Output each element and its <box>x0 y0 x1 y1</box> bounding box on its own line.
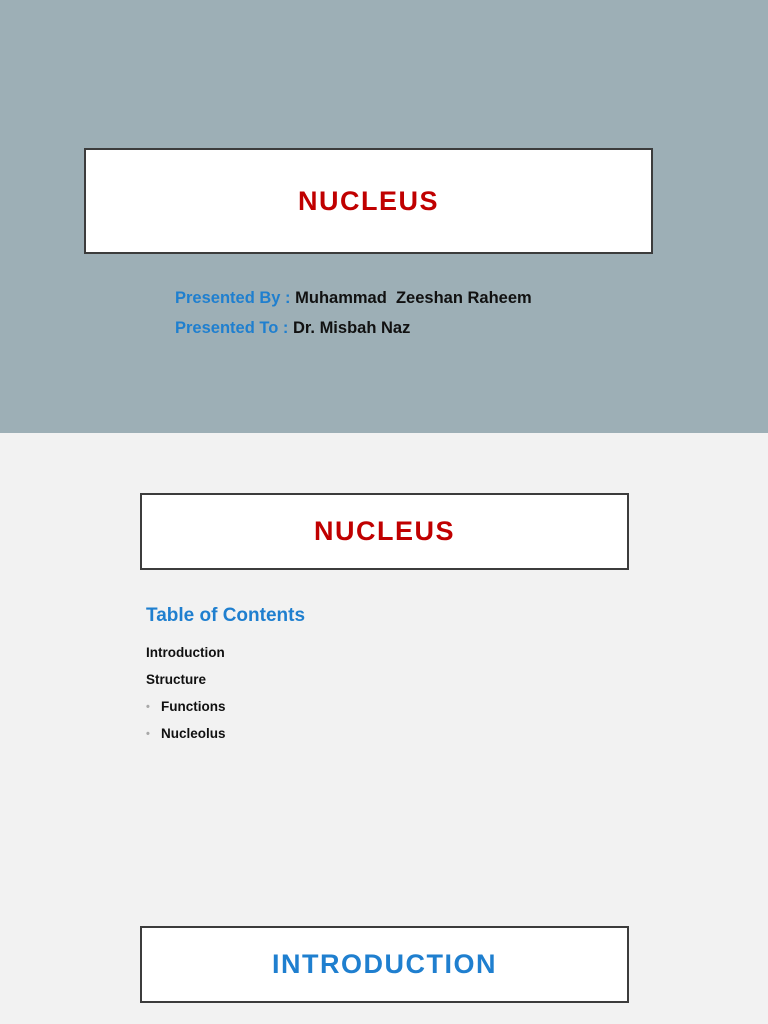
toc-item-label: Nucleolus <box>161 726 226 741</box>
bullet-icon: • <box>146 727 150 740</box>
toc-list <box>146 639 226 747</box>
presented-to-name: Dr. Misbah Naz <box>292 319 411 337</box>
toc-item-introduction <box>146 639 226 666</box>
presented-by-line <box>175 289 532 308</box>
toc-heading: Table of Contents <box>146 605 306 626</box>
toc-item-structure <box>146 666 226 693</box>
slide-1-title: NUCLEUS <box>297 185 439 216</box>
presented-to-line <box>175 319 410 338</box>
slide-1-title-box <box>84 148 653 254</box>
slide-2-title-box <box>140 493 629 570</box>
toc-item-nucleolus <box>146 720 226 747</box>
presented-by-name: Muhammad Zeeshan Raheem <box>295 289 532 307</box>
toc-item-functions <box>146 693 226 720</box>
toc-item-label: Structure <box>146 672 207 687</box>
slide-2-title: NUCLEUS <box>313 516 455 546</box>
toc-item-label: Functions <box>161 699 226 714</box>
presented-to-label: Presented To : <box>175 319 293 337</box>
slide-3-title: INTRODUCTION <box>272 949 497 979</box>
toc-item-label: Introduction <box>146 645 225 660</box>
presented-by-label: Presented By : <box>175 289 296 307</box>
bullet-icon: • <box>146 700 150 713</box>
slide-3-title-box <box>140 926 629 1003</box>
